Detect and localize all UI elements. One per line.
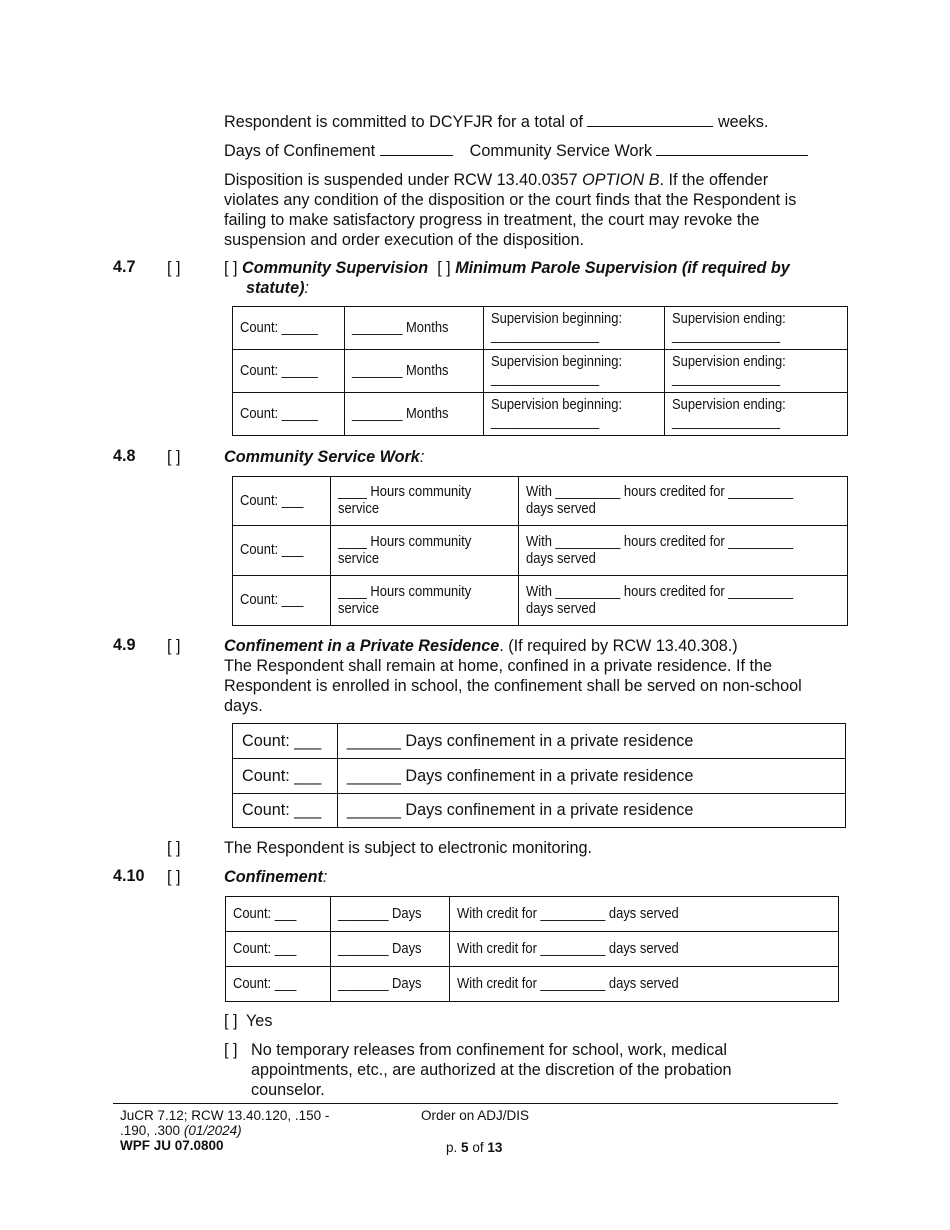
table-row (226, 967, 839, 1002)
section-checkbox[interactable]: [ ] (167, 868, 181, 886)
table-row (226, 897, 839, 932)
table-row (233, 307, 848, 350)
suspended-paragraph: Disposition is suspended under RCW 13.40.0357 OPTION B. If the offender violates any condition of the disposition or the court finds that the Respondent is failing to make satisfactory progress in treatment, the court may revoke the suspension and order execution of the disposition. (224, 171, 797, 249)
table-row (226, 932, 839, 967)
supervision-table (232, 306, 848, 436)
section-number: 4.7 (113, 258, 136, 276)
count-cell[interactable]: Count: ___ (233, 576, 331, 626)
form-id: WPF JU 07.0800 (120, 1138, 224, 1153)
community-service-blank[interactable] (656, 141, 808, 156)
count-cell[interactable]: Count: ___ (233, 526, 331, 576)
days-cell[interactable]: _______ Days (330, 932, 449, 967)
section-checkbox[interactable]: [ ] (167, 259, 181, 277)
days-cell[interactable]: ______ Days confinement in a private residence (337, 794, 845, 828)
section-number: 4.9 (113, 636, 136, 654)
minimum-parole-checkbox[interactable]: [ ] (437, 259, 451, 277)
electronic-monitoring-text: The Respondent is subject to electronic monitoring. (224, 839, 593, 857)
count-cell[interactable]: Count: ___ (233, 759, 338, 794)
yes-option: [ ] Yes (224, 1012, 273, 1030)
credit-cell[interactable]: With credit for _________ days served (449, 967, 838, 1002)
weeks-blank[interactable] (587, 112, 713, 127)
community-supervision-checkbox[interactable]: [ ] (224, 259, 238, 277)
section-number: 4.8 (113, 447, 136, 465)
table-row (233, 794, 846, 828)
months-cell[interactable]: _______ Months (344, 350, 483, 393)
footer-rule (113, 1103, 838, 1104)
section-title: Confinement in a Private Residence. (If required by RCW 13.40.308.) The Respondent shall remain at home, confined in a private residence. If the Respondent is enrolled in school, the confinement shall be served on non-school days. (224, 637, 802, 715)
begin-cell[interactable]: Supervision beginning: _______________ (483, 393, 665, 436)
credit-cell[interactable]: With credit for _________ days served (449, 897, 838, 932)
hours-cell[interactable]: ____ Hours community service (330, 477, 519, 526)
footer-title: Order on ADJ/DIS (421, 1108, 530, 1123)
count-cell[interactable]: Count: ___ (233, 477, 331, 526)
days-cell[interactable]: ______ Days confinement in a private residence (337, 724, 845, 759)
months-cell[interactable]: _______ Months (344, 393, 483, 436)
footer-citation: JuCR 7.12; RCW 13.40.120, .150 - .190, .300 (01/2024) WPF JU 07.0800 (120, 1108, 330, 1153)
credit-cell[interactable]: With _________ hours credited for _________ days served (519, 526, 848, 576)
begin-cell[interactable]: Supervision beginning: _______________ (483, 307, 665, 350)
credit-cell[interactable]: With credit for _________ days served (449, 932, 838, 967)
no-release-option: [ ] No temporary releases from confinement for school, work, medical appointments, etc., are authorized at the discretion of the probation counselor. (224, 1041, 732, 1099)
table-row (233, 477, 848, 526)
section-title: [ ] Community Supervision [ ] Minimum Parole Supervision (if required by statute): (224, 259, 790, 297)
end-cell[interactable]: Supervision ending: _______________ (665, 350, 848, 393)
count-cell[interactable]: Count: ___ (233, 794, 338, 828)
table-row (233, 759, 846, 794)
count-cell[interactable]: Count: ___ (226, 897, 331, 932)
table-row (233, 576, 848, 626)
count-cell[interactable]: Count: ___ (226, 932, 331, 967)
no-release-checkbox[interactable]: [ ] (224, 1041, 238, 1059)
section-title: Confinement: (224, 868, 328, 886)
yes-checkbox[interactable]: [ ] (224, 1012, 238, 1030)
private-residence-table (232, 723, 846, 828)
months-cell[interactable]: _______ Months (344, 307, 483, 350)
count-cell[interactable]: Count: ___ (233, 724, 338, 759)
days-cell[interactable]: _______ Days (330, 967, 449, 1002)
begin-cell[interactable]: Supervision beginning: _______________ (483, 350, 665, 393)
section-checkbox[interactable]: [ ] (167, 637, 181, 655)
hours-cell[interactable]: ____ Hours community service (330, 576, 519, 626)
table-row (233, 724, 846, 759)
section-number: 4.10 (113, 867, 145, 885)
table-row (233, 393, 848, 436)
days-confinement-blank[interactable] (380, 141, 453, 156)
page-number: p. 5 of 13 (446, 1140, 503, 1155)
confinement-table (225, 896, 839, 1002)
days-community-line: Days of Confinement Community Service Work (224, 141, 808, 161)
electronic-monitoring-checkbox[interactable]: [ ] (167, 839, 181, 857)
credit-cell[interactable]: With _________ hours credited for _________ days served (519, 477, 848, 526)
table-row (233, 350, 848, 393)
count-cell[interactable]: Count: _____ (233, 307, 345, 350)
credit-cell[interactable]: With _________ hours credited for _________ days served (519, 576, 848, 626)
table-row (233, 526, 848, 576)
committed-line: Respondent is committed to DCYFJR for a total of weeks. (224, 113, 769, 131)
hours-cell[interactable]: ____ Hours community service (330, 526, 519, 576)
count-cell[interactable]: Count: _____ (233, 350, 345, 393)
section-checkbox[interactable]: [ ] (167, 448, 181, 466)
end-cell[interactable]: Supervision ending: _______________ (665, 393, 848, 436)
end-cell[interactable]: Supervision ending: _______________ (665, 307, 848, 350)
community-service-table (232, 476, 848, 626)
days-cell[interactable]: ______ Days confinement in a private residence (337, 759, 845, 794)
days-cell[interactable]: _______ Days (330, 897, 449, 932)
count-cell[interactable]: Count: _____ (233, 393, 345, 436)
count-cell[interactable]: Count: ___ (226, 967, 331, 1002)
section-title: Community Service Work: (224, 448, 425, 466)
